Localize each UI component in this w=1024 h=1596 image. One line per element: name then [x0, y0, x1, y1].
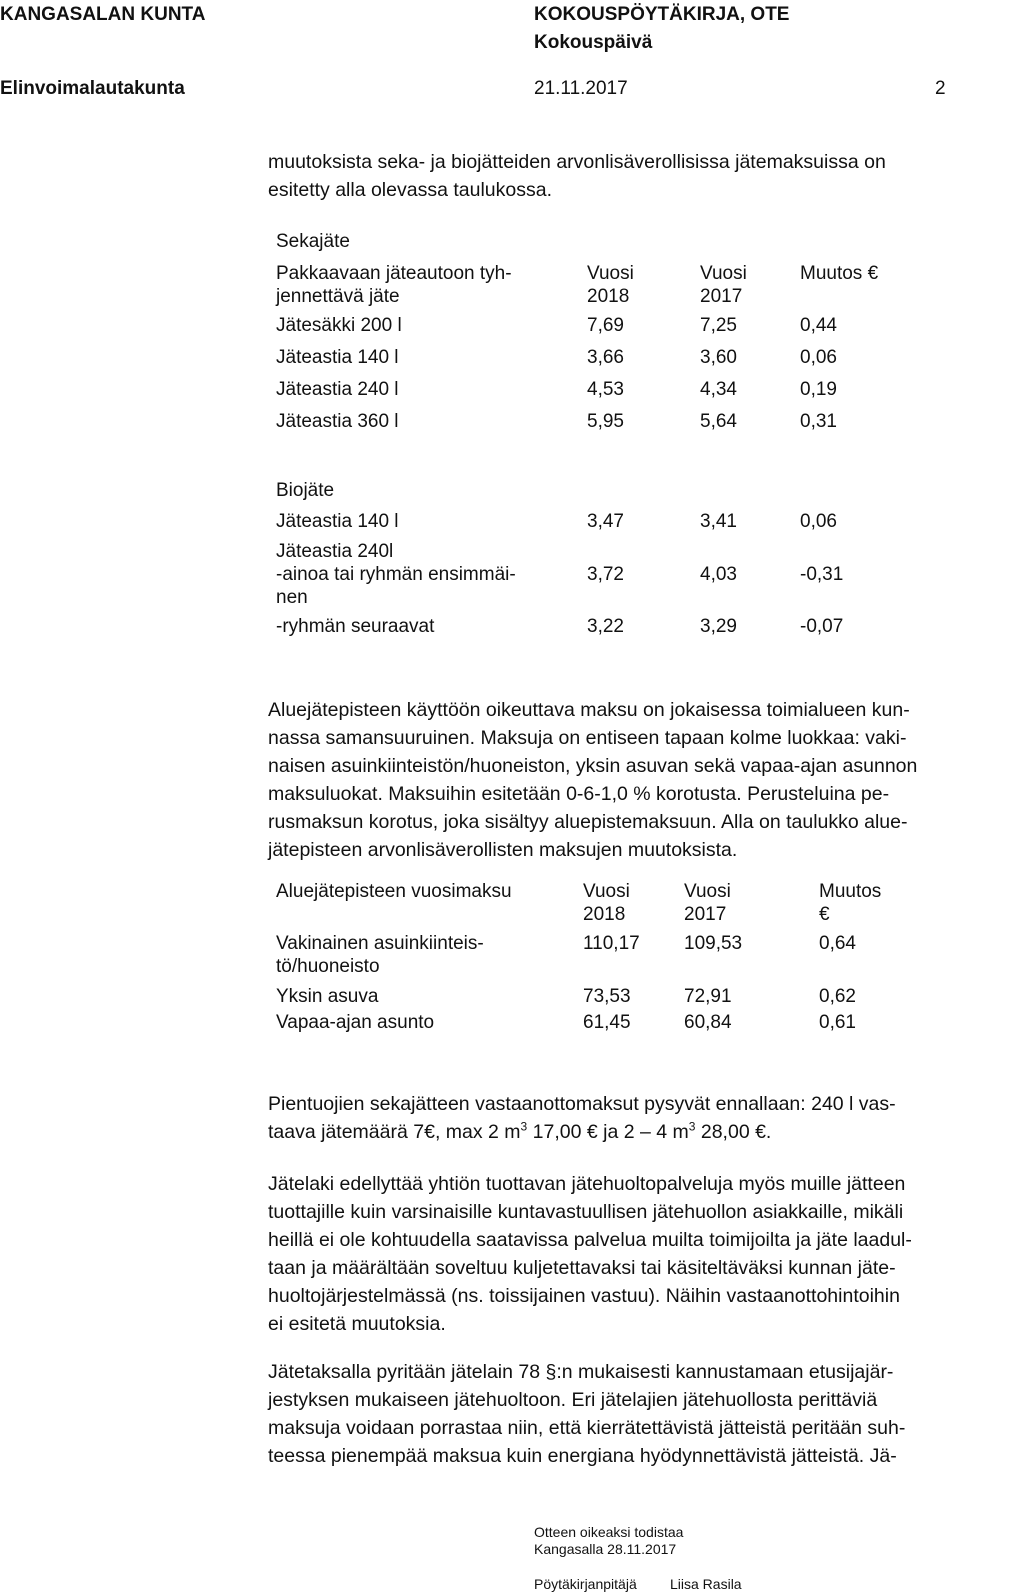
aluejate-table	[276, 880, 896, 1050]
text-line: maksuluokat. Maksuihin esitetään 0-6-1,0 % korotusta. Perusteluina pe-	[268, 783, 890, 805]
pientuoja-paragraph	[268, 1090, 896, 1146]
column-header-item: Aluejätepisteen vuosimaksu	[276, 881, 512, 902]
table-row-item: Jäteastia 240 l	[276, 379, 399, 400]
table-subheading: Jäteastia 240l	[276, 541, 394, 562]
certification-text: Otteen oikeaksi todistaa	[534, 1524, 684, 1540]
biojate-table	[276, 479, 896, 639]
text-line: Jätelaki edellyttää yhtiön tuottavan jätehuoltopalveluja myös muille jätteen	[268, 1173, 906, 1195]
certification-place-date: Kangasalla 28.11.2017	[534, 1541, 677, 1557]
table-row-item: -ryhmän seuraavat	[276, 616, 435, 637]
document-subtitle: Kokouspäivä	[534, 32, 653, 53]
jatelaki-paragraph	[268, 1170, 912, 1338]
table-row-2018: 73,53	[583, 986, 631, 1007]
table-row-change: -0,07	[800, 616, 844, 637]
table-row-2017: 3,41	[700, 511, 737, 532]
table-row-change: -0,31	[800, 564, 844, 585]
text-line: maksuja voidaan porrastaa niin, että kierrätettävistä jätteistä peritään suh-	[268, 1417, 906, 1439]
table-row-2017: 3,29	[700, 616, 737, 637]
table-row-2018: 3,22	[587, 616, 624, 637]
table-row-item: Yksin asuva	[276, 986, 379, 1007]
table-row-2018: 4,53	[587, 379, 624, 400]
table-row-2017: 3,60	[700, 347, 737, 368]
table-row-change: 0,64	[819, 933, 856, 954]
table-row-2018: 110,17	[583, 933, 640, 954]
column-header-item: Pakkaavaan jäteautoon tyh- jennettävä jäte	[276, 263, 512, 307]
table-row-2018: 5,95	[587, 411, 624, 432]
column-header-change: Muutos €	[800, 263, 879, 284]
page-number: 2	[935, 78, 946, 99]
table-row-item: Jätesäkki 200 l	[276, 315, 402, 336]
text-line: rusmaksun korotus, joka sisältyy aluepistemaksuun. Alla on taulukko alue-	[268, 811, 908, 833]
meeting-date: 21.11.2017	[534, 78, 628, 99]
text-line: Pientuojien sekajätteen vastaanottomaksut pysyvät ennallaan: 240 l vas-	[268, 1093, 896, 1115]
intro-paragraph	[268, 148, 886, 204]
table-row-2018: 3,66	[587, 347, 624, 368]
table-row-change: 0,31	[800, 411, 837, 432]
text-line: tuottajille kuin varsinaisille kuntavastuullisen jätehuollon asiakkaille, mikäli	[268, 1201, 904, 1223]
column-header-2018: Vuosi 2018	[587, 263, 634, 307]
jatetaksa-paragraph	[268, 1358, 905, 1470]
signer-role: Pöytäkirjanpitäjä	[534, 1576, 637, 1592]
table-row-change: 0,19	[800, 379, 837, 400]
table-row-item: Jäteastia 140 l	[276, 347, 399, 368]
table-row-item: Vakinainen asuinkiinteis- tö/huoneisto	[276, 933, 484, 977]
table-row-item: Vapaa-ajan asunto	[276, 1012, 435, 1033]
text-line: huoltojärjestelmässä (ns. toissijainen vastuu). Näihin vastaanottohintoihin	[268, 1285, 900, 1307]
table-row-2018: 3,72	[587, 564, 624, 585]
table-title: Biojäte	[276, 480, 335, 501]
table-row-change: 0,06	[800, 511, 837, 532]
table-row-2018: 3,47	[587, 511, 624, 532]
document-title: KOKOUSPÖYTÄKIRJA, OTE	[534, 4, 790, 25]
text-line: muutoksista seka- ja biojätteiden arvonlisäverollisissa jätemaksuissa on	[268, 151, 886, 173]
table-row-change: 0,61	[819, 1012, 856, 1033]
body-name: Elinvoimalautakunta	[0, 78, 185, 99]
table-row-2017: 7,25	[700, 315, 737, 336]
text-line: ei esitetä muutoksia.	[268, 1313, 446, 1335]
table-row-2017: 60,84	[684, 1012, 732, 1033]
table-row-item: -ainoa tai ryhmän ensimmäi- nen	[276, 564, 516, 608]
table-row-2017: 4,03	[700, 564, 737, 585]
table-row-item: Jäteastia 360 l	[276, 411, 399, 432]
table-row-change: 0,62	[819, 986, 856, 1007]
table-row-2017: 5,64	[700, 411, 737, 432]
table-row-2017: 4,34	[700, 379, 737, 400]
text-line: naisen asuinkiinteistön/huoneiston, yksin asuvan sekä vapaa-ajan asunnon	[268, 755, 918, 777]
text-line: Jätetaksalla pyritään jätelain 78 §:n mukaisesti kannustamaan etusijajär-	[268, 1361, 894, 1383]
column-header-2018: Vuosi 2018	[583, 881, 630, 925]
table-row-change: 0,44	[800, 315, 837, 336]
column-header-2017: Vuosi 2017	[684, 881, 731, 925]
text-line: nassa samansuuruinen. Maksuja on entiseen tapaan kolme luokkaa: vaki-	[268, 727, 907, 749]
signer-name: Liisa Rasila	[670, 1576, 742, 1592]
table-row-2018: 61,45	[583, 1012, 631, 1033]
sekajate-table	[276, 230, 896, 440]
text-line: jestyksen mukaiseen jätehuoltoon. Eri jätelajien jätehuollosta perittäviä	[268, 1389, 878, 1411]
table-row-item: Jäteastia 140 l	[276, 511, 399, 532]
table-title: Sekajäte	[276, 231, 350, 252]
aluejate-paragraph	[268, 696, 917, 864]
table-row-change: 0,06	[800, 347, 837, 368]
text-line: Aluejätepisteen käyttöön oikeuttava maksu on jokaisessa toimialueen kun-	[268, 699, 910, 721]
text-line: taava jätemäärä 7€, max 2 $m^3$ 17,00 € ja 2 – 4 $m^3$ 28,00 €.	[268, 1119, 772, 1143]
column-header-2017: Vuosi 2017	[700, 263, 747, 307]
column-header-change: Muutos €	[819, 881, 882, 925]
organization-name: KANGASALAN KUNTA	[0, 4, 206, 25]
text-line: teessa pienempää maksua kuin energiana hyödynnettävistä jätteistä. Jä-	[268, 1445, 897, 1467]
text-line: taan ja määrältään soveltuu kuljetettavaksi tai käsiteltäväksi kunnan jäte-	[268, 1257, 896, 1279]
text-line: heillä ei ole kohtuudella saatavissa palvelua muilta toimijoilta ja jäte laadul-	[268, 1229, 912, 1251]
table-row-2017: 72,91	[684, 986, 732, 1007]
table-row-2017: 109,53	[684, 933, 743, 954]
text-line: esitetty alla olevassa taulukossa.	[268, 179, 552, 201]
text-line: jätepisteen arvonlisäverollisten maksujen muutoksista.	[268, 839, 738, 861]
table-row-2018: 7,69	[587, 315, 624, 336]
